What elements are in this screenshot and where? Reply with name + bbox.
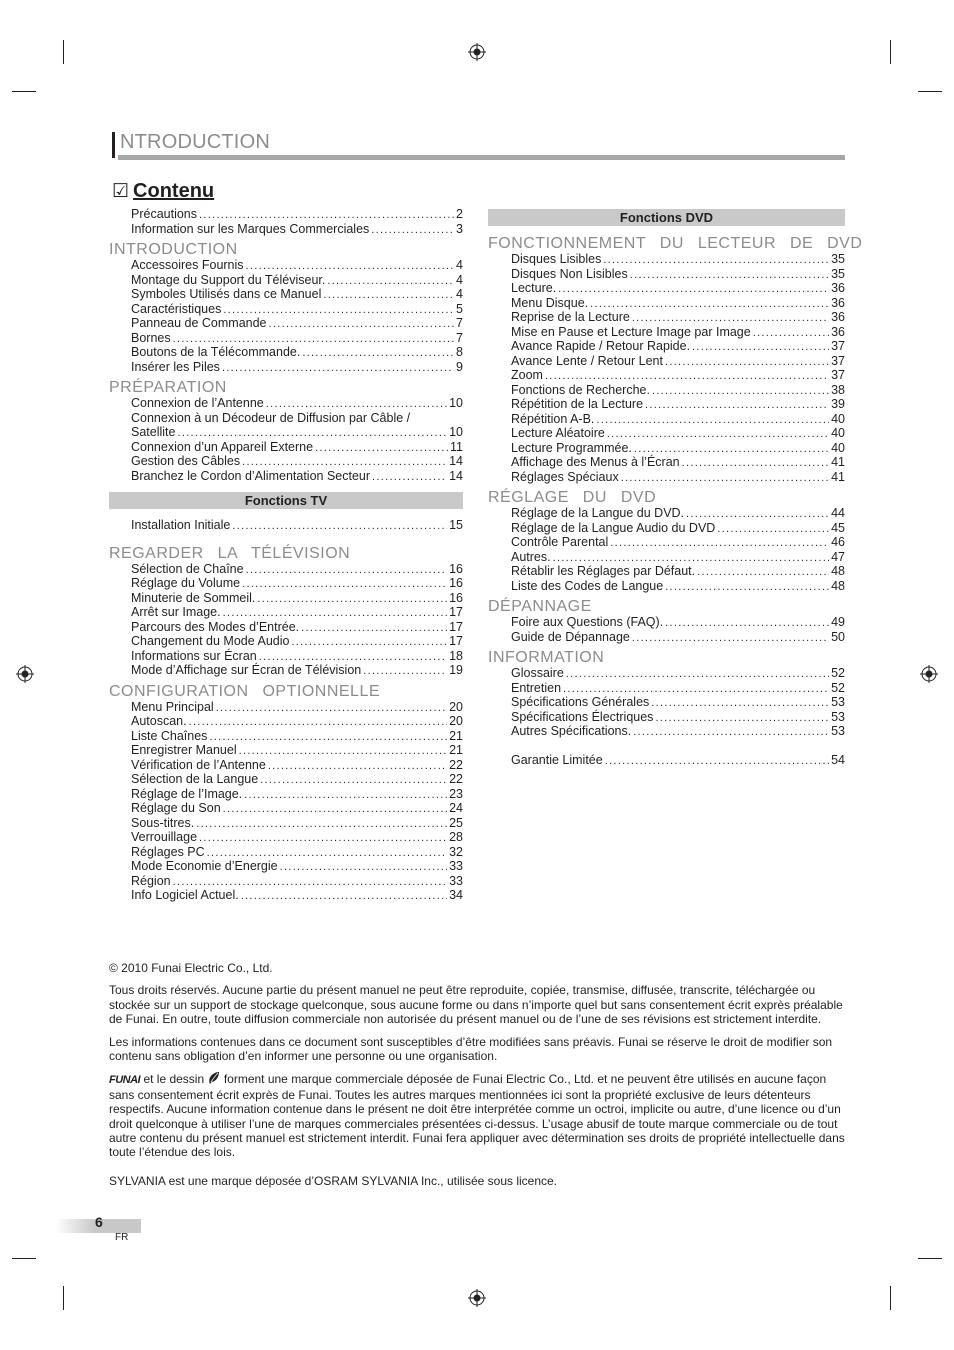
toc-entry[interactable]: Région ..... 33 <box>131 874 463 889</box>
toc-entry[interactable]: Arrêt sur Image. ..... 17 <box>131 605 463 620</box>
crop-mark <box>12 91 36 92</box>
toc-entry[interactable]: Zoom ..... 37 <box>511 368 845 383</box>
copyright: © 2010 Funai Electric Co., Ltd. <box>109 961 273 975</box>
toc-entry[interactable]: Lecture Programmée. ..... 40 <box>511 441 845 456</box>
crop-mark <box>63 1286 64 1310</box>
trademark-paragraph: FUNAI et le dessin forment une marque commerciale déposée de Funai Electric Co., Ltd. et ne peuvent être utilisés en aucune façon sans consentement écrit exprès de Funai. Toutes les autres marques mentionnées ici sont la propriété exclusive de leurs détenteurs respectifs. Aucune information contenue dans le présent ne doit être interprétée comme un octroi, implicite ou autre, d’une licence ou d’un droit quelconque à utiliser l’une de marques commerciales présentées ci-dessus. L’usage abusif de toute marque commerciale ou de tout autre contenu du présent manuel est strictement interdit. Funai fera appliquer avec détermination ses droits de propriété intellectuelle dans toute l’étendue des lois. <box>109 1072 845 1160</box>
toc-entry[interactable]: Reprise de la Lecture ..... 36 <box>511 310 845 325</box>
toc-entry[interactable]: Glossaire ..... 52 <box>511 666 845 681</box>
toc-entry[interactable]: Autres. ..... 47 <box>511 550 845 565</box>
toc-entry[interactable]: Spécifications Électriques ..... 53 <box>511 710 845 725</box>
toc-entry[interactable]: Lecture. ..... 36 <box>511 281 845 296</box>
registration-mark-icon <box>468 43 486 61</box>
toc-entry[interactable]: Connexion d’un Appareil Externe ..... 11 <box>131 440 463 455</box>
toc-entry[interactable]: Montage du Support du Téléviseur. ..... 4 <box>131 273 463 288</box>
toc-entry[interactable]: Réglage de l’Image. ..... 23 <box>131 787 463 802</box>
toc-entry[interactable]: Branchez le Cordon d’Alimentation Secteur ..... 14 <box>131 469 463 484</box>
toc-entry[interactable]: Parcours des Modes d’Entrée. ..... 17 <box>131 620 463 635</box>
crop-mark <box>890 1286 891 1310</box>
page-number: 6 <box>95 1214 103 1230</box>
toc-entry[interactable]: Avance Rapide / Retour Rapide. ..... 37 <box>511 339 845 354</box>
registration-mark-icon <box>920 665 938 683</box>
toc-entry[interactable]: Bornes ..... 7 <box>131 331 463 346</box>
toc-entry[interactable]: Satellite ..... 10 <box>131 425 463 440</box>
toc-entry[interactable]: Panneau de Commande ..... 7 <box>131 316 463 331</box>
toc-entry[interactable]: Symboles Utilisés dans ce Manuel ..... 4 <box>131 287 463 302</box>
toc-entry[interactable]: Spécifications Générales ..... 53 <box>511 695 845 710</box>
toc-entry[interactable]: Information sur les Marques Commerciales ..... 3 <box>131 222 463 237</box>
section-title-troubleshooting: DÉPANNAGE <box>488 598 592 615</box>
toc-entry[interactable]: Réglage de la Langue du DVD. ..... 44 <box>511 506 845 521</box>
toc-entry[interactable]: Enregistrer Manuel ..... 21 <box>131 743 463 758</box>
section-title-config: CONFIGURATION OPTIONNELLE <box>109 682 381 700</box>
toc-entry[interactable]: Sélection de la Langue ..... 22 <box>131 772 463 787</box>
registration-mark-icon <box>16 665 34 683</box>
header-bar <box>112 132 115 158</box>
toc-entry[interactable]: Gestion des Câbles ..... 14 <box>131 454 463 469</box>
toc-entry[interactable]: Mode d’Affichage sur Écran de Télévision ..... 19 <box>131 663 463 678</box>
toc-entry[interactable]: Verrouillage ..... 28 <box>131 830 463 845</box>
left-column <box>109 207 463 903</box>
crop-mark <box>918 1258 942 1259</box>
toc-entry[interactable]: Caractéristiques ..... 5 <box>131 302 463 317</box>
toc-entry[interactable]: Contrôle Parental ..... 46 <box>511 535 845 550</box>
checkbox-icon: ☑ <box>112 181 130 202</box>
toc-entry[interactable]: Accessoires Fournis ..... 4 <box>131 258 463 273</box>
toc-entry[interactable]: Changement du Mode Audio ..... 17 <box>131 634 463 649</box>
toc-entry[interactable]: Minuterie de Sommeil. ..... 16 <box>131 591 463 606</box>
toc-entry[interactable]: Connexion de l’Antenne ..... 10 <box>131 396 463 411</box>
legal-notice <box>109 961 847 1188</box>
section-title-introduction: INTRODUCTION <box>109 241 238 258</box>
toc-entry[interactable]: Avance Lente / Retour Lent ..... 37 <box>511 354 845 369</box>
toc-entry[interactable]: Menu Principal ..... 20 <box>131 700 463 715</box>
toc-entry[interactable]: Liste Chaînes ..... 21 <box>131 729 463 744</box>
funai-leaf-logo-icon <box>207 1071 220 1085</box>
toc-entry[interactable]: Foire aux Questions (FAQ). ..... 49 <box>511 615 845 630</box>
right-column <box>488 209 863 767</box>
toc-entry[interactable]: Sélection de Chaîne ..... 16 <box>131 562 463 577</box>
toc-entry[interactable]: Menu Disque. ..... 36 <box>511 296 845 311</box>
sylvania-notice: SYLVANIA est une marque déposée d’OSRAM SYLVANIA Inc., utilisée sous licence. <box>109 1173 558 1188</box>
toc-entry[interactable]: Disques Lisibles ..... 35 <box>511 252 845 267</box>
funai-logo: FUNAI <box>109 1074 141 1087</box>
toc-entry[interactable]: Réglage de la Langue Audio du DVD ..... 45 <box>511 521 845 536</box>
toc-entry[interactable]: Autoscan. ..... 20 <box>131 714 463 729</box>
toc-entry[interactable]: Entretien ..... 52 <box>511 681 845 696</box>
section-title-dvd-operation: FONCTIONNEMENT DU LECTEUR DE DVD <box>488 235 863 252</box>
toc-entry[interactable]: Fonctions de Recherche. ..... 38 <box>511 383 845 398</box>
toc-entry[interactable]: Réglages PC ..... 32 <box>131 845 463 860</box>
crop-mark <box>918 91 942 92</box>
toc-entry[interactable]: Boutons de la Télécommande. ..... 8 <box>131 345 463 360</box>
rights-paragraph: Tous droits réservés. Aucune partie du présent manuel ne peut être reproduite, copiée, transmise, diffusée, transcrite, téléchargée ou stockée sur un support de stockage quelconque, sous aucune forme ou dans n’importe quel but sans consentement écrit exprès préalable de Funai. En outre, toute diffusion commerciale non autorisée du présent manuel ou de l’une de ses révisions est strictement interdite. <box>109 983 843 1027</box>
toc-entry[interactable]: Lecture Aléatoire ..... 40 <box>511 426 845 441</box>
language-code: FR <box>115 1232 129 1243</box>
section-title-watch-tv: REGARDER LA TÉLÉVISION <box>109 544 351 562</box>
toc-entry[interactable]: Info Logiciel Actuel. ..... 34 <box>131 888 463 903</box>
toc-entry[interactable]: Répétition A-B. ..... 40 <box>511 412 845 427</box>
toc-entry[interactable]: Réglage du Volume ..... 16 <box>131 576 463 591</box>
toc-entry[interactable]: Autres Spécifications. ..... 53 <box>511 724 845 739</box>
info-paragraph: Les informations contenues dans ce document sont susceptibles d’être modifiées sans préavis. Funai se réserve le droit de modifier son contenu sans obligation d’en informer une personne ou une organisation. <box>109 1034 833 1064</box>
toc-entry[interactable]: Garantie Limitée ..... 54 <box>511 753 845 768</box>
tv-functions-banner: Fonctions TV <box>109 492 463 509</box>
toc-entry[interactable]: Mode Economie d’Energie ..... 33 <box>131 859 463 874</box>
crop-mark <box>63 40 64 64</box>
toc-entry[interactable]: Disques Non Lisibles ..... 35 <box>511 267 845 282</box>
toc-entry[interactable]: Rétablir les Réglages par Défaut. ..... 48 <box>511 564 845 579</box>
contents-heading <box>112 180 214 203</box>
crop-mark <box>12 1258 36 1259</box>
toc-entry[interactable]: Informations sur Écran ..... 18 <box>131 649 463 664</box>
toc-entry[interactable]: Répétition de la Lecture ..... 39 <box>511 397 845 412</box>
page-title: NTRODUCTION <box>120 131 270 153</box>
toc-entry[interactable]: Réglage du Son ..... 24 <box>131 801 463 816</box>
section-title-dvd-setup: RÉGLAGE DU DVD <box>488 489 657 506</box>
toc-entry[interactable]: Liste des Codes de Langue ..... 48 <box>511 579 845 594</box>
toc-entry-line[interactable]: Connexion à un Décodeur de Diffusion par Câble / <box>131 410 411 425</box>
toc-entry[interactable]: Mise en Pause et Lecture Image par Image ..... 36 <box>511 325 845 340</box>
toc-entry[interactable]: Sous-titres. ..... 25 <box>131 816 463 831</box>
toc-entry[interactable]: Vérification de l’Antenne ..... 22 <box>131 758 463 773</box>
header-rule <box>118 155 845 160</box>
section-title-preparation: PRÉPARATION <box>109 379 227 396</box>
contents-title: Contenu <box>133 180 215 202</box>
toc-entry[interactable]: Précautions ..... 2 <box>131 207 463 222</box>
crop-mark <box>890 40 891 64</box>
toc-entry[interactable]: Guide de Dépannage ..... 50 <box>511 630 845 645</box>
toc-entry[interactable]: Affichage des Menus à l’Écran ..... 41 <box>511 455 845 470</box>
toc-entry[interactable]: Insérer les Piles ..... 9 <box>131 360 463 375</box>
toc-entry[interactable]: Installation Initiale ..... 15 <box>131 518 463 533</box>
dvd-functions-banner: Fonctions DVD <box>488 209 845 226</box>
registration-mark-icon <box>468 1289 486 1307</box>
section-title-information: INFORMATION <box>488 649 605 666</box>
toc-entry[interactable]: Réglages Spéciaux ..... 41 <box>511 470 845 485</box>
